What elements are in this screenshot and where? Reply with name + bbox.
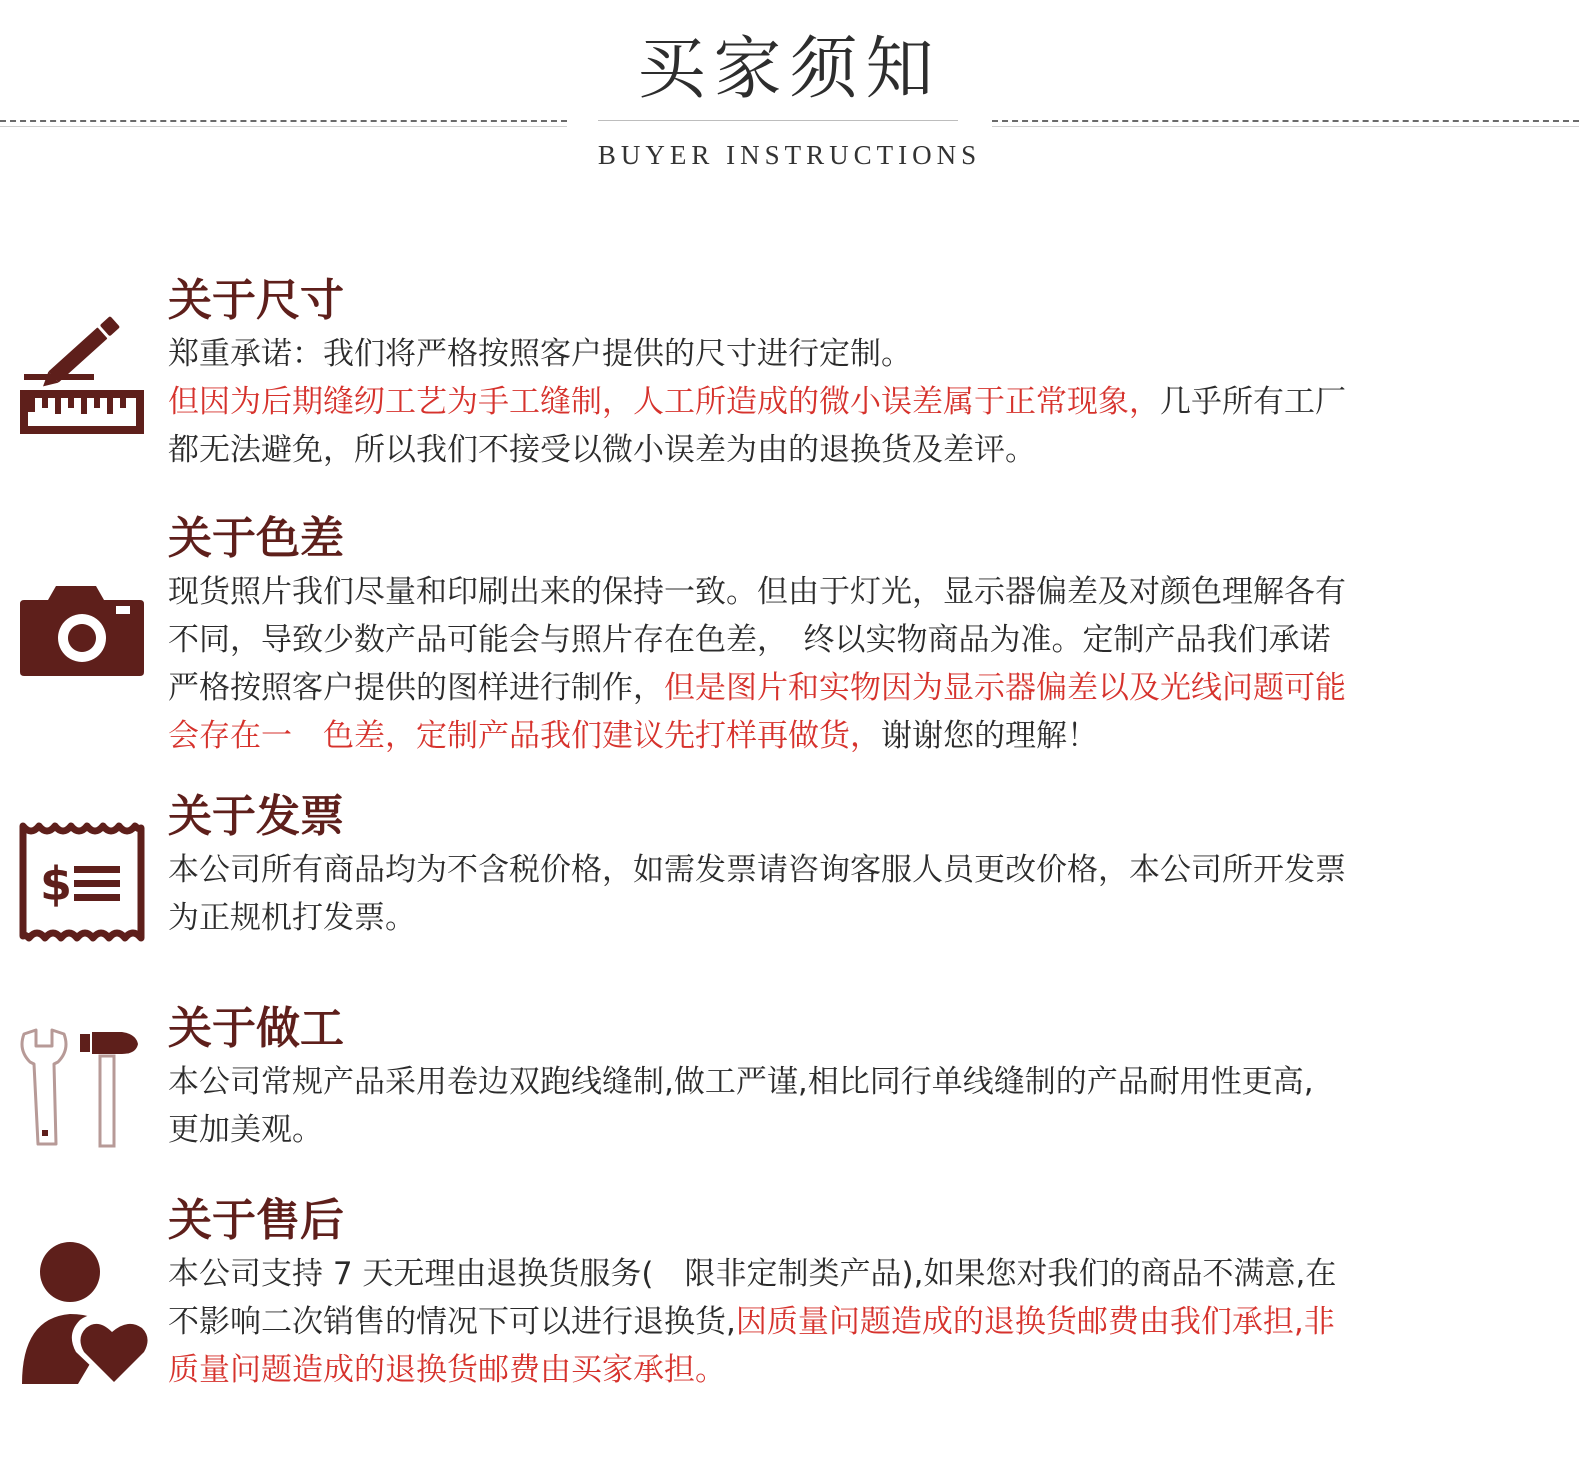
after-sales-text-line-2 — [168, 1298, 1538, 1346]
after-sales-text-line-3 — [168, 1346, 1538, 1394]
person-heart-icon — [18, 1238, 152, 1390]
section-after-sales — [0, 1192, 1579, 1402]
invoice-text-line-2: 为正规机打发票。 — [168, 900, 416, 936]
size-highlight-text: 但因为后期缝纫工艺为手工缝制，人工所造成的微小误差属于正常现象， — [168, 384, 1160, 420]
page-subtitle: BUYER INSTRUCTIONS — [597, 140, 982, 170]
section-body-size — [168, 330, 1538, 474]
color-text-line-2: 不同，导致少数产品可能会与照片存在色差， 终以实物商品为准。定制产品我们承诺 — [168, 622, 1331, 658]
camera-icon — [18, 578, 146, 678]
invoice-text-line-1: 本公司所有商品均为不含税价格，如需发票请咨询客服人员更改价格，本公司所开发票 — [168, 852, 1346, 888]
size-text-line-2-tail: 几乎所有工厂 — [1160, 384, 1346, 420]
header-divider-left — [0, 120, 567, 122]
color-text-line-1: 现货照片我们尽量和印刷出来的保持一致。但由于灯光，显示器偏差及对颜色理解各有 — [168, 574, 1346, 610]
section-body-after-sales — [168, 1250, 1538, 1394]
color-text-line-3 — [168, 664, 1538, 712]
size-text-line-2 — [168, 378, 1538, 426]
section-workmanship — [0, 1000, 1579, 1160]
invoice-dollar-icon — [18, 820, 146, 946]
size-text-line-1: 郑重承诺：我们将严格按照客户提供的尺寸进行定制。 — [168, 336, 912, 372]
page-title: 买家须知 — [637, 30, 942, 109]
header-divider-left-faint — [0, 126, 567, 127]
header-divider-right — [992, 120, 1579, 122]
after-sales-highlight-text-2: 质量问题造成的退换货邮费由买家承担。 — [168, 1352, 726, 1388]
section-title-color: 关于色差 — [168, 513, 344, 564]
workmanship-text-line-2: 更加美观。 — [168, 1112, 323, 1148]
color-text-line-3-head: 严格按照客户提供的图样进行制作， — [168, 670, 664, 706]
header-divider-right-faint — [992, 126, 1579, 127]
after-sales-text-line-1: 本公司支持 7 天无理由退换货服务( 限非定制类产品),如果您对我们的商品不满意,在 — [168, 1256, 1337, 1292]
size-text-line-3: 都无法避免，所以我们不接受以微小误差为由的退换货及差评。 — [168, 432, 1036, 468]
page-header — [0, 0, 1579, 190]
svg-text:$: $ — [40, 857, 73, 911]
section-title-workmanship: 关于做工 — [168, 1003, 344, 1054]
color-text-line-4-tail: 谢谢您的理解！ — [881, 718, 1098, 754]
section-title-after-sales: 关于售后 — [168, 1195, 344, 1246]
header-divider-center — [598, 120, 958, 121]
color-highlight-text-2: 会存在一 色差，定制产品我们建议先打样再做货， — [168, 718, 881, 754]
section-size — [0, 270, 1579, 470]
after-sales-highlight-text-1: 因质量问题造成的退换货邮费由我们承担,非 — [735, 1304, 1335, 1340]
section-body-color — [168, 568, 1538, 760]
section-title-size: 关于尺寸 — [168, 275, 344, 326]
section-body-workmanship — [168, 1058, 1538, 1154]
section-title-invoice: 关于发票 — [168, 791, 344, 842]
workmanship-text-line-1: 本公司常规产品采用卷边双跑线缝制,做工严谨,相比同行单线缝制的产品耐用性更高, — [168, 1064, 1314, 1100]
wrench-hammer-icon — [18, 1026, 146, 1148]
section-body-invoice — [168, 846, 1538, 942]
section-invoice — [0, 788, 1579, 958]
after-sales-text-line-2-head: 不影响二次销售的情况下可以进行退换货, — [168, 1304, 736, 1340]
color-text-line-4 — [168, 712, 1538, 760]
section-color — [0, 510, 1579, 770]
color-highlight-text-1: 但是图片和实物因为显示器偏差以及光线问题可能 — [664, 670, 1346, 706]
ruler-pencil-icon — [18, 304, 146, 434]
